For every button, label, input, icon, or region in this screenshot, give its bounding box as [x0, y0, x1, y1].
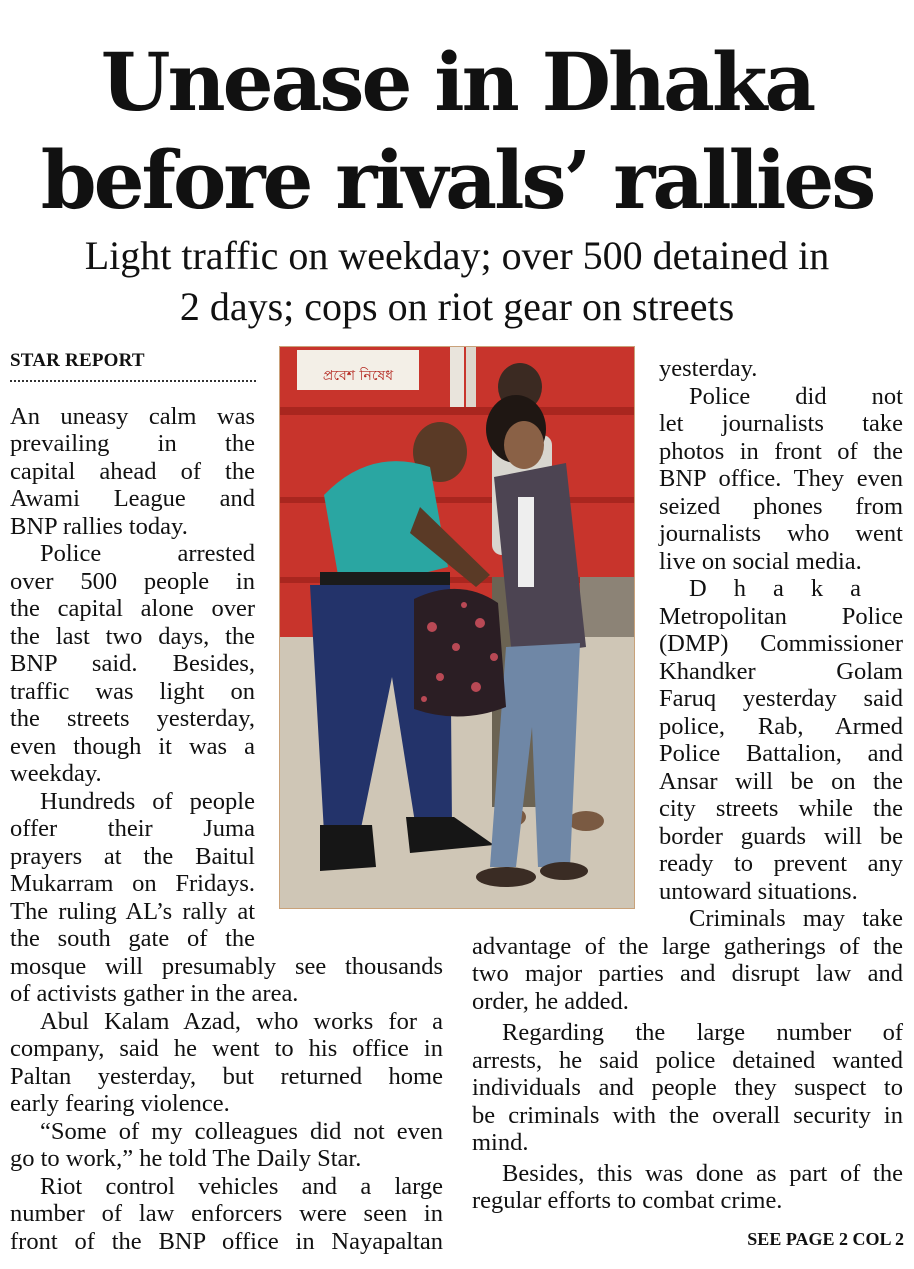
body-line: mosque will presumably see thousands — [10, 953, 443, 980]
body-line: the south gate of the — [10, 925, 255, 952]
body-line: “Some of my colleagues did not even — [40, 1118, 443, 1145]
body-line: even though it was a — [10, 733, 255, 760]
body-line: live on social media. — [659, 548, 862, 575]
body-line: Hundreds of people — [40, 788, 255, 815]
body-line: front of the BNP office in Nayapaltan — [10, 1228, 443, 1255]
body-line: be criminals with the overall security in — [472, 1102, 903, 1129]
body-line: photos in front of the — [659, 438, 903, 465]
body-line: mind. — [472, 1129, 529, 1156]
headline-line-1: Unease in Dhaka — [100, 35, 814, 129]
body-line: Riot control vehicles and a large — [40, 1173, 443, 1200]
body-line: two major parties and disrupt law and — [472, 960, 903, 987]
body-line: of activists gather in the area. — [10, 980, 299, 1007]
body-line: weekday. — [10, 760, 102, 787]
body-line: go to work,” he told The Daily Star. — [10, 1145, 362, 1172]
body-line: BNP said. Besides, — [10, 650, 255, 677]
body-line: over 500 people in — [10, 568, 255, 595]
body-line: traffic was light on — [10, 678, 255, 705]
byline-divider — [10, 380, 256, 382]
body-line: city streets while the — [659, 795, 903, 822]
body-line: the capital alone over — [10, 595, 255, 622]
body-line: yesterday. — [659, 355, 758, 382]
deck-line-1: Light traffic on weekday; over 500 detained in — [84, 233, 830, 278]
body-line: advantage of the large gatherings of the — [472, 933, 903, 960]
body-line: Dhaka — [689, 575, 888, 602]
body-line: seized phones from — [659, 493, 903, 520]
body-line: Besides, this was done as part of the — [502, 1160, 903, 1187]
body-line: An uneasy calm was — [10, 403, 255, 430]
body-line: Regarding the large number of — [502, 1019, 903, 1046]
sign-text: প্রবেশ নিষেধ — [322, 368, 394, 384]
body-line: offer their Juma — [10, 815, 255, 842]
body-line: order, he added. — [472, 988, 629, 1015]
body-line: Police did not — [689, 383, 903, 410]
body-line: Police arrested — [40, 540, 255, 567]
body-line: let journalists take — [659, 410, 903, 437]
body-line: prayers at the Baitul — [10, 843, 255, 870]
body-line: regular efforts to combat crime. — [472, 1187, 783, 1214]
body-line: prevailing in the — [10, 430, 255, 457]
byline: STAR REPORT — [10, 350, 145, 371]
news-photo — [279, 346, 635, 909]
body-line: Faruq yesterday said — [659, 685, 903, 712]
body-line: Criminals may take — [689, 905, 903, 932]
body-line: number of law enforcers were seen in — [10, 1200, 443, 1227]
body-line: Mukarram on Fridays. — [10, 870, 255, 897]
body-line: (DMP) Commissioner — [659, 630, 903, 657]
body-line: Police Battalion, and — [659, 740, 903, 767]
deck-line-2: 2 days; cops on riot gear on streets — [179, 284, 735, 329]
body-line: individuals and people they suspect to — [472, 1074, 903, 1101]
body-line: arrests, he said police detained wanted — [472, 1047, 903, 1074]
body-line: BNP rallies today. — [10, 513, 188, 540]
body-line: Metropolitan Police — [659, 603, 903, 630]
body-line: Paltan yesterday, but returned home — [10, 1063, 443, 1090]
body-line: Abul Kalam Azad, who works for a — [40, 1008, 443, 1035]
body-line: border guards will be — [659, 823, 903, 850]
continued-on-page: SEE PAGE 2 COL 2 — [747, 1229, 904, 1249]
body-line: the streets yesterday, — [10, 705, 255, 732]
body-line: journalists who went — [659, 520, 903, 547]
body-line: early fearing violence. — [10, 1090, 230, 1117]
body-line: Khandker Golam — [659, 658, 903, 685]
body-line: untoward situations. — [659, 878, 858, 905]
body-line: the last two days, the — [10, 623, 255, 650]
body-line: ready to prevent any — [659, 850, 903, 877]
headline-line-2: before rivals’ rallies — [40, 133, 874, 227]
body-line: Ansar will be on the — [659, 768, 903, 795]
body-line: BNP office. They even — [659, 465, 903, 492]
body-line: police, Rab, Armed — [659, 713, 903, 740]
body-line: Awami League and — [10, 485, 255, 512]
body-line: company, said he went to his office in — [10, 1035, 443, 1062]
body-line: capital ahead of the — [10, 458, 255, 485]
body-line: The ruling AL’s rally at — [10, 898, 255, 925]
